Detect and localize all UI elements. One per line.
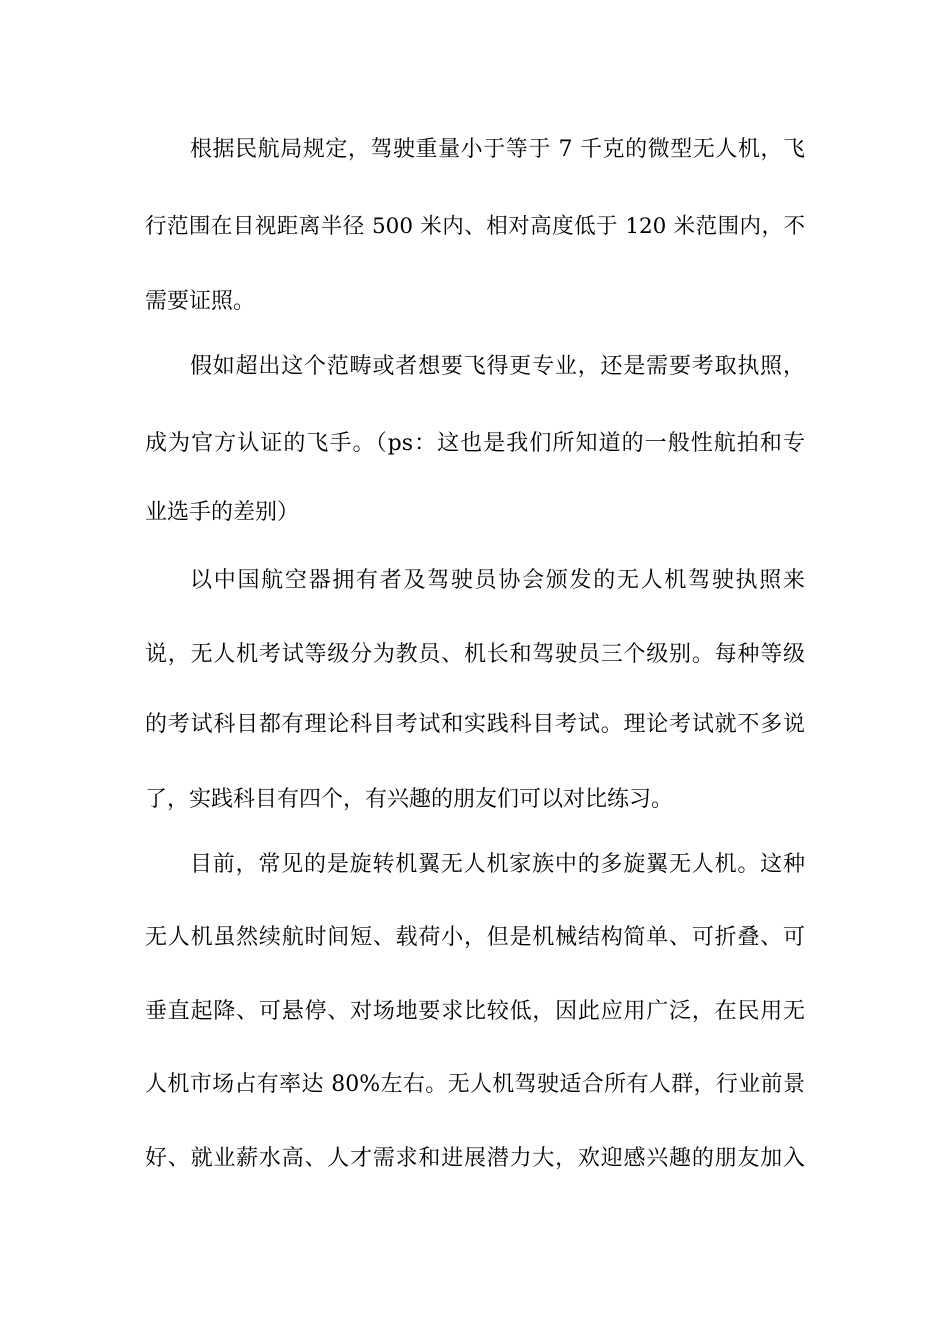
paragraph-1-line-1: 根据民航局规定，驾驶重量小于等于 7 千克的微型无人机，飞 xyxy=(190,137,805,162)
paragraph-4-line-4: 人机市场占有率达 80%左右。无人机驾驶适合所有人群，行业前景 xyxy=(145,1072,805,1097)
paragraph-2-line-1: 假如超出这个范畴或者想要飞得更专业，还是需要考取执照， xyxy=(190,354,805,379)
paragraph-3-line-3: 的考试科目都有理论科目考试和实践科目考试。理论考试就不多说 xyxy=(145,712,805,737)
paragraph-3-line-1: 以中国航空器拥有者及驾驶员协会颁发的无人机驾驶执照来 xyxy=(190,568,805,593)
paragraph-4-line-3: 垂直起降、可悬停、对场地要求比较低，因此应用广泛，在民用无 xyxy=(145,999,805,1024)
paragraph-1-line-3: 需要证照。 xyxy=(145,289,256,314)
paragraph-3-line-4: 了，实践科目有四个，有兴趣的朋友们可以对比练习。 xyxy=(145,787,674,812)
paragraph-1-line-2: 行范围在目视距离半径 500 米内、相对高度低于 120 米范围内，不 xyxy=(145,214,805,239)
paragraph-2-line-2: 成为官方认证的飞手。（ps：这也是我们所知道的一般性航拍和专 xyxy=(145,431,805,456)
paragraph-4-line-1: 目前，常见的是旋转机翼无人机家族中的多旋翼无人机。这种 xyxy=(190,852,805,877)
paragraph-2-line-3: 业选手的差别） xyxy=(145,500,300,525)
paragraph-4-line-5: 好、就业薪水高、人才需求和进展潜力大，欢迎感兴趣的朋友加入 xyxy=(145,1146,805,1171)
paragraph-4-line-2: 无人机虽然续航时间短、载荷小，但是机械结构简单、可折叠、可 xyxy=(145,925,805,950)
paragraph-3-line-2: 说，无人机考试等级分为教员、机长和驾驶员三个级别。每种等级 xyxy=(145,642,805,667)
